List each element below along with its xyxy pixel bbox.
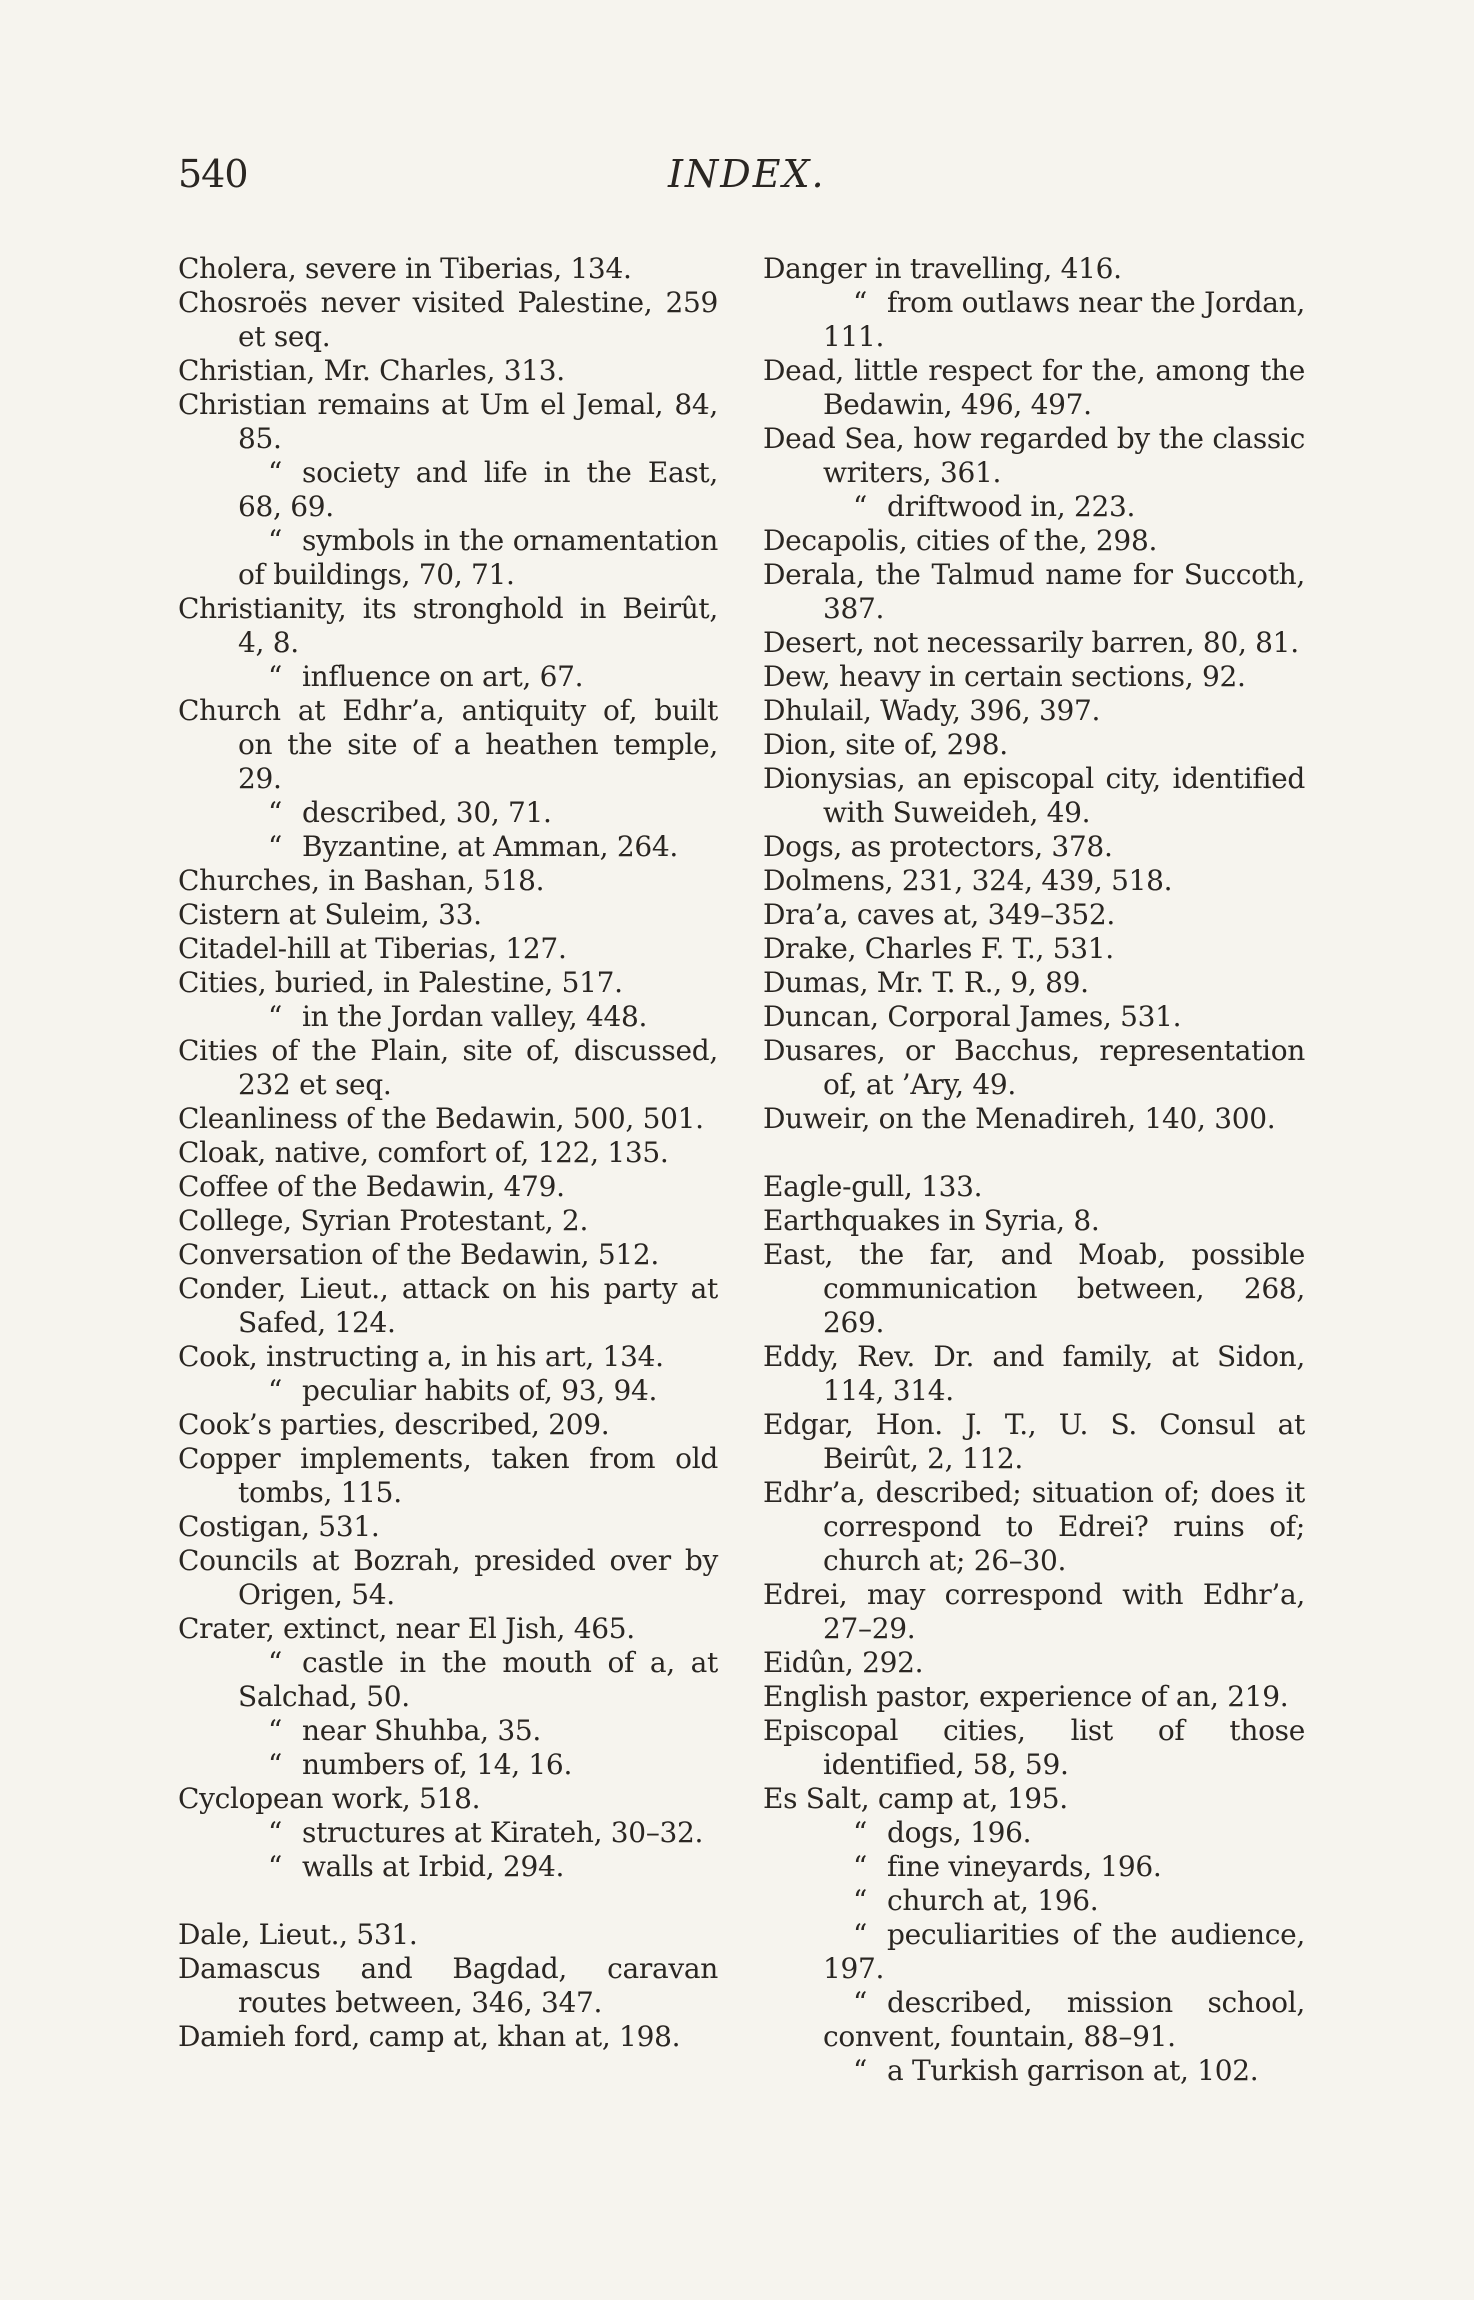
index-entry <box>178 932 718 966</box>
ditto-mark: “ <box>853 1816 868 1849</box>
entry-text: Cities, buried, in Palestine, 517. <box>178 966 623 999</box>
index-subentry <box>763 286 1305 354</box>
entry-text: Episcopal cities, list of those identified, 58, 59. <box>763 1714 1305 1781</box>
ditto-mark: “ <box>853 1918 868 1951</box>
index-subentry <box>178 456 718 524</box>
entry-text: Cook’s parties, described, 209. <box>178 1408 610 1441</box>
entry-text: Cyclopean work, 518. <box>178 1782 481 1815</box>
index-entry <box>178 1136 718 1170</box>
index-subentry <box>763 490 1305 524</box>
entry-text: Dead, little respect for the, among the Bedawin, 496, 497. <box>763 354 1305 421</box>
entry-text: Coffee of the Bedawin, 479. <box>178 1170 565 1203</box>
entry-text: Churches, in Bashan, 518. <box>178 864 545 897</box>
ditto-mark: “ <box>853 2054 868 2087</box>
index-entry <box>763 354 1305 422</box>
index-entry <box>178 388 718 456</box>
index-entry <box>763 1102 1305 1136</box>
index-subentry <box>178 1850 718 1884</box>
index-entry <box>763 1238 1305 1340</box>
index-entry <box>178 354 718 388</box>
entry-text: Dew, heavy in certain sections, 92. <box>763 660 1246 693</box>
section-gap <box>763 1136 1305 1170</box>
entry-text: a Turkish garrison at, 102. <box>887 2054 1259 2087</box>
index-entry <box>763 524 1305 558</box>
index-entry <box>763 1782 1305 1816</box>
index-subentry <box>178 1374 718 1408</box>
entry-text: church at, 196. <box>887 1884 1099 1917</box>
index-entry <box>763 1000 1305 1034</box>
entry-text: Dolmens, 231, 324, 439, 518. <box>763 864 1173 897</box>
ditto-mark: “ <box>268 660 283 693</box>
entry-text: society and life in the East, 68, 69. <box>238 456 718 523</box>
entry-text: Christianity, its stronghold in Beirût, 4, 8. <box>178 592 718 659</box>
index-entry <box>763 932 1305 966</box>
index-entry <box>178 1510 718 1544</box>
entry-text: Dusares, or Bacchus, representation of, at ’Ary, 49. <box>763 1034 1305 1101</box>
page-header <box>178 152 1298 202</box>
index-entry <box>178 1340 718 1374</box>
entry-text: fine vineyards, 196. <box>887 1850 1162 1883</box>
index-entry <box>763 1408 1305 1476</box>
ditto-mark: “ <box>268 1374 283 1407</box>
entry-text: described, 30, 71. <box>302 796 552 829</box>
entry-text: dogs, 196. <box>887 1816 1032 1849</box>
entry-text: peculiarities of the audience, 197. <box>823 1918 1305 1985</box>
entry-text: Copper implements, taken from old tombs, 115. <box>178 1442 718 1509</box>
entry-text: Eddy, Rev. Dr. and family, at Sidon, 114, 314. <box>763 1340 1305 1407</box>
entry-text: driftwood in, 223. <box>887 490 1136 523</box>
entry-text: Christian remains at Um el Jemal, 84, 85. <box>178 388 718 455</box>
index-entry <box>763 694 1305 728</box>
ditto-mark: “ <box>853 490 868 523</box>
index-entry <box>763 558 1305 626</box>
index-entry <box>178 694 718 796</box>
index-entry <box>763 898 1305 932</box>
entry-text: Desert, not necessarily barren, 80, 81. <box>763 626 1299 659</box>
entry-text: Drake, Charles F. T., 531. <box>763 932 1114 965</box>
entry-text: Chosroës never visited Palestine, 259 et seq. <box>178 286 718 353</box>
entry-text: Dionysias, an episcopal city, identified with Suweideh, 49. <box>763 762 1305 829</box>
entry-text: Conder, Lieut., attack on his party at Safed, 124. <box>178 1272 718 1339</box>
ditto-mark: “ <box>268 1000 283 1033</box>
entry-text: Dale, Lieut., 531. <box>178 1918 418 1951</box>
index-entry <box>178 1952 718 2020</box>
index-entry <box>763 1170 1305 1204</box>
index-entry <box>763 1646 1305 1680</box>
index-entry <box>178 1408 718 1442</box>
entry-text: Edrei, may correspond with Edhr’a, 27–29. <box>763 1578 1305 1645</box>
index-subentry <box>178 830 718 864</box>
entry-text: numbers of, 14, 16. <box>302 1748 573 1781</box>
entry-text: Dead Sea, how regarded by the classic writers, 361. <box>763 422 1305 489</box>
entry-text: Cholera, severe in Tiberias, 134. <box>178 252 632 285</box>
entry-text: East, the far, and Moab, possible communication between, 268, 269. <box>763 1238 1305 1339</box>
entry-text: English pastor, experience of an, 219. <box>763 1680 1289 1713</box>
index-column-left <box>178 252 718 2054</box>
index-entry <box>178 1442 718 1510</box>
index-subentry <box>763 1850 1305 1884</box>
entry-text: from outlaws near the Jordan, 111. <box>823 286 1305 353</box>
index-entry <box>178 898 718 932</box>
index-subentry <box>178 524 718 592</box>
index-subentry <box>178 796 718 830</box>
ditto-mark: “ <box>268 830 283 863</box>
entry-text: Danger in travelling, 416. <box>763 252 1122 285</box>
entry-text: Christian, Mr. Charles, 313. <box>178 354 565 387</box>
ditto-mark: “ <box>268 524 283 557</box>
entry-text: Eagle-gull, 133. <box>763 1170 983 1203</box>
entry-text: in the Jordan valley, 448. <box>302 1000 648 1033</box>
index-entry <box>178 1272 718 1340</box>
index-entry <box>178 1102 718 1136</box>
entry-text: Dogs, as protectors, 378. <box>763 830 1113 863</box>
index-entry <box>178 1782 718 1816</box>
index-subentry <box>763 1918 1305 1986</box>
entry-text: Damascus and Bagdad, caravan routes between, 346, 347. <box>178 1952 718 2019</box>
entry-text: Dra’a, caves at, 349–352. <box>763 898 1115 931</box>
entry-text: Duweir, on the Menadireh, 140, 300. <box>763 1102 1276 1135</box>
index-entry <box>178 286 718 354</box>
index-entry <box>763 966 1305 1000</box>
entry-text: College, Syrian Protestant, 2. <box>178 1204 589 1237</box>
index-subentry <box>178 660 718 694</box>
index-subentry <box>763 1884 1305 1918</box>
entry-text: described, mission school, convent, fountain, 88–91. <box>823 1986 1305 2053</box>
index-entry <box>763 1680 1305 1714</box>
index-entry <box>763 1476 1305 1578</box>
entry-text: Councils at Bozrah, presided over by Origen, 54. <box>178 1544 718 1611</box>
index-entry <box>763 1578 1305 1646</box>
index-entry <box>178 252 718 286</box>
index-entry <box>763 1340 1305 1408</box>
index-entry <box>178 1544 718 1612</box>
entry-text: Duncan, Corporal James, 531. <box>763 1000 1182 1033</box>
ditto-mark: “ <box>853 1850 868 1883</box>
index-entry <box>178 966 718 1000</box>
entry-text: Crater, extinct, near El Jish, 465. <box>178 1612 635 1645</box>
ditto-mark: “ <box>853 286 868 319</box>
page-number: 540 <box>178 152 248 196</box>
index-entry <box>178 1918 718 1952</box>
index-entry <box>763 1204 1305 1238</box>
index-subentry <box>178 1000 718 1034</box>
entry-text: symbols in the ornamentation of buildings, 70, 71. <box>238 524 718 591</box>
ditto-mark: “ <box>268 456 283 489</box>
entry-text: Citadel-hill at Tiberias, 127. <box>178 932 567 965</box>
index-subentry <box>763 1816 1305 1850</box>
entry-text: near Shuhba, 35. <box>302 1714 542 1747</box>
ditto-mark: “ <box>268 796 283 829</box>
index-entry <box>178 1238 718 1272</box>
entry-text: Dion, site of, 298. <box>763 728 1008 761</box>
index-subentry <box>763 2054 1305 2088</box>
entry-text: Byzantine, at Amman, 264. <box>302 830 679 863</box>
index-subentry <box>178 1646 718 1714</box>
entry-text: peculiar habits of, 93, 94. <box>302 1374 658 1407</box>
ditto-mark: “ <box>268 1646 283 1679</box>
entry-text: Edhr’a, described; situation of; does it correspond to Edrei? ruins of; church at; 26–30. <box>763 1476 1305 1577</box>
ditto-mark: “ <box>268 1748 283 1781</box>
index-entry <box>763 1714 1305 1782</box>
index-entry <box>763 762 1305 830</box>
entry-text: influence on art, 67. <box>302 660 584 693</box>
index-column-right <box>763 252 1305 2088</box>
entry-text: Earthquakes in Syria, 8. <box>763 1204 1100 1237</box>
entry-text: Cistern at Suleim, 33. <box>178 898 482 931</box>
entry-text: walls at Irbid, 294. <box>302 1850 565 1883</box>
index-entry <box>763 252 1305 286</box>
index-entry <box>178 1204 718 1238</box>
index-entry <box>178 1170 718 1204</box>
ditto-mark: “ <box>853 1986 868 2019</box>
entry-text: Cook, instructing a, in his art, 134. <box>178 1340 664 1373</box>
index-entry <box>763 626 1305 660</box>
entry-text: Eidûn, 292. <box>763 1646 924 1679</box>
entry-text: Cities of the Plain, site of, discussed, 232 et seq. <box>178 1034 718 1101</box>
ditto-mark: “ <box>853 1884 868 1917</box>
entry-text: Costigan, 531. <box>178 1510 380 1543</box>
index-entry <box>763 1034 1305 1102</box>
entry-text: Dhulail, Wady, 396, 397. <box>763 694 1101 727</box>
index-subentry <box>178 1714 718 1748</box>
index-entry <box>178 592 718 660</box>
entry-text: Decapolis, cities of the, 298. <box>763 524 1158 557</box>
ditto-mark: “ <box>268 1850 283 1883</box>
entry-text: Cleanliness of the Bedawin, 500, 501. <box>178 1102 704 1135</box>
entry-text: Edgar, Hon. J. T., U. S. Consul at Beirût, 2, 112. <box>763 1408 1305 1475</box>
running-title: INDEX. <box>668 152 826 196</box>
entry-text: Cloak, native, comfort of, 122, 135. <box>178 1136 669 1169</box>
entry-text: Church at Edhr’a, antiquity of, built on the site of a heathen temple, 29. <box>178 694 718 795</box>
entry-text: castle in the mouth of a, at Salchad, 50. <box>238 1646 718 1713</box>
index-entry <box>178 1034 718 1102</box>
entry-text: Es Salt, camp at, 195. <box>763 1782 1068 1815</box>
entry-text: Damieh ford, camp at, khan at, 198. <box>178 2020 681 2053</box>
index-subentry <box>178 1816 718 1850</box>
index-entry <box>763 660 1305 694</box>
entry-text: Conversation of the Bedawin, 512. <box>178 1238 659 1271</box>
section-gap <box>178 1884 718 1918</box>
index-subentry <box>763 1986 1305 2054</box>
index-entry <box>763 864 1305 898</box>
entry-text: Dumas, Mr. T. R., 9, 89. <box>763 966 1089 999</box>
entry-text: structures at Kirateh, 30–32. <box>302 1816 704 1849</box>
index-entry <box>178 2020 718 2054</box>
index-entry <box>178 864 718 898</box>
index-subentry <box>178 1748 718 1782</box>
index-entry <box>763 422 1305 490</box>
entry-text: Derala, the Talmud name for Succoth, 387. <box>763 558 1305 625</box>
index-entry <box>763 830 1305 864</box>
index-entry <box>763 728 1305 762</box>
ditto-mark: “ <box>268 1816 283 1849</box>
ditto-mark: “ <box>268 1714 283 1747</box>
index-entry <box>178 1612 718 1646</box>
